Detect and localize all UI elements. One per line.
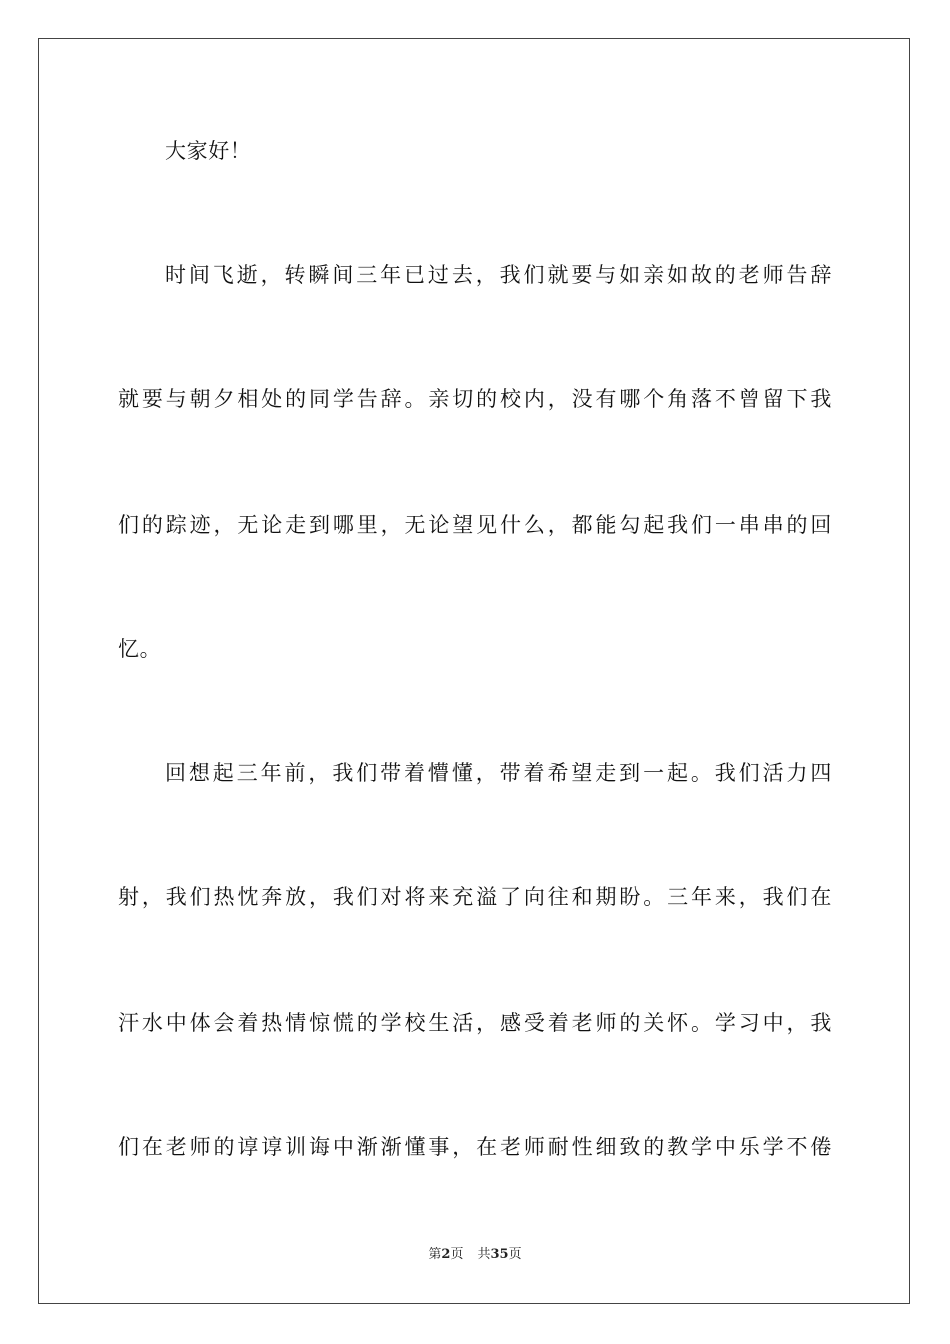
page-frame [38, 38, 910, 1304]
page-footer [0, 1246, 950, 1264]
paragraph-1-line-2: 就要与朝夕相处的同学告辞。亲切的校内，没有哪个角落不曾留下我 [118, 387, 832, 411]
total-suffix: 页 [508, 1247, 522, 1262]
paragraph-2-line-2: 射，我们热忱奔放，我们对将来充溢了向往和期盼。三年来，我们在 [118, 885, 832, 909]
paragraph-1-line-1: 时间飞逝，转瞬间三年已过去，我们就要与如亲如故的老师告辞 [165, 263, 832, 287]
page-prefix: 第 [428, 1247, 442, 1262]
paragraph-1-line-4: 忆。 [118, 637, 162, 661]
page-number: 2 [441, 1247, 451, 1262]
page-suffix: 页 [450, 1247, 464, 1262]
total-prefix: 共 [477, 1247, 491, 1262]
paragraph-2-line-1: 回想起三年前，我们带着懵懂，带着希望走到一起。我们活力四 [165, 761, 832, 785]
paragraph-1-line-3: 们的踪迹，无论走到哪里，无论望见什么，都能勾起我们一串串的回 [118, 513, 832, 537]
total-pages: 35 [490, 1247, 509, 1262]
paragraph-2-line-3: 汗水中体会着热情惊慌的学校生活，感受着老师的关怀。学习中，我 [118, 1011, 832, 1035]
paragraph-2-line-4: 们在老师的谆谆训诲中渐渐懂事，在老师耐性细致的教学中乐学不倦 [118, 1135, 832, 1159]
greeting-line: 大家好！ [165, 139, 252, 163]
